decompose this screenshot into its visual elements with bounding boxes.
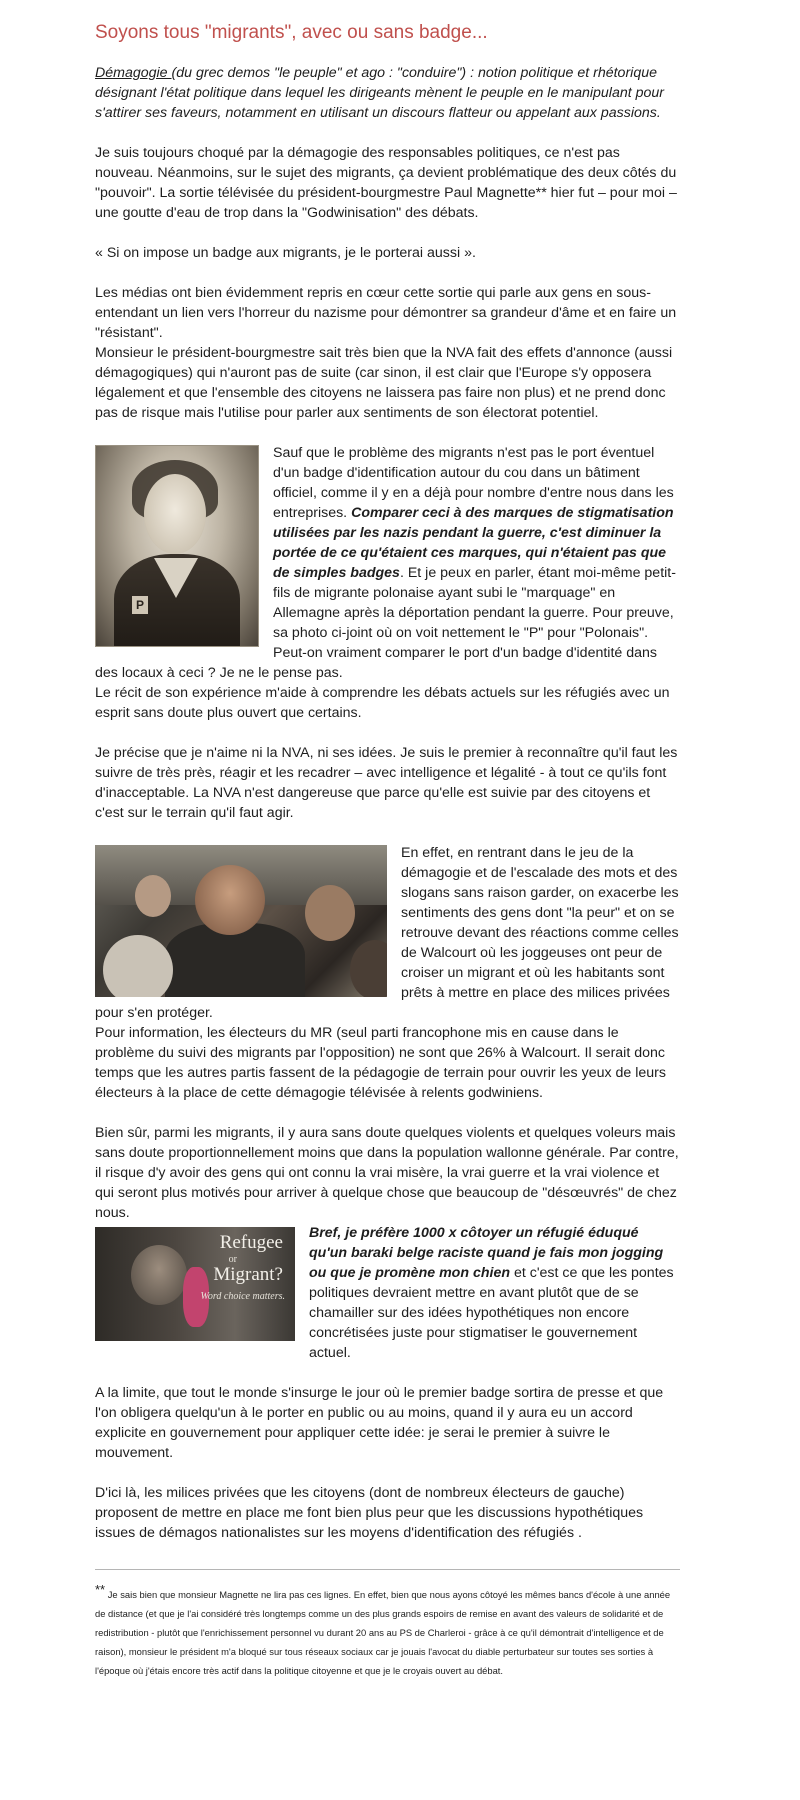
paragraph-9: A la limite, que tout le monde s'insurge le jour où le premier badge sortira de presse et que l'on obligera quelqu'un à le porter en public ou au moins, quand il y aura eu un accord explicite en gouvernement pour appliquer cette idée: je serai le premier à suivre le mouvement. — [95, 1385, 664, 1461]
photo-face — [144, 474, 206, 554]
photo-person — [305, 885, 355, 941]
section-grandmother — [95, 443, 680, 723]
paragraph-2a: Les médias ont bien évidemment repris en cœur cette sortie qui parle aux gens en sous-entendant un lien vers l'horreur du nazisme pour démontrer sa grandeur d'âme et en faire un "résistant". — [95, 285, 677, 341]
photo-person — [135, 875, 171, 917]
section-refugee — [95, 1223, 680, 1363]
photo-man-face — [195, 865, 265, 935]
photo-mother — [131, 1245, 187, 1305]
paragraph-5: En effet, en rentrant dans le jeu de la démagogie et de l'escalade des mots et des slogans sans raison garder, on exacerbe les sentiments des gens dont "la peur" et on se retrouve devant des réactions comme celles de Walcourt où les joggeuses ont peur de croiser un migrant et où les habitants sont prêts à mettre en place des milices privées pour s'en protéger. — [95, 845, 679, 1021]
paragraph-3-part2: . Et je peux en parler, étant moi-même petit-fils de migrante polonaise ayant subi le "marquage" en Allemagne après la déportation pendant la guerre. Pour preuve, sa photo ci-joint où on voit nettement le "P" pour "Polonais". Peut-on vraiment comparer le port d'un badge d'identité dans des locaux à ceci ? Je ne le pense pas. — [95, 565, 676, 681]
paragraph-10: D'ici là, les milices privées que les citoyens (dont de nombreux électeurs de gauche) proposent de mettre en place me font bien plus peur que les discussions hypothétiques issues de démagos nationalistes sur les moyens d'identification des réfugiés . — [95, 1485, 644, 1541]
paragraph-6: Pour information, les électeurs du MR (seul parti francophone mis en cause dans le problème du suivi des migrants par l'opposition) ne sont que 26% à Walcourt. Il serait donc temps que les autres partis fassent de la pédagogie de terrain pour ouvrir les yeux de leurs électeurs à la place de cette démagogie télévisée à relents godwiniens. — [95, 1025, 666, 1101]
photo-person — [350, 940, 387, 997]
paragraph-1: Je suis toujours choqué par la démagogie des responsables politiques, ce n'est pas nouveau. Néanmoins, sur le sujet des migrants, ça devient problématique des deux côtés du "pouvoir". La sortie télévisée du président-bourgmestre Paul Magnette** hier fut – pour moi – une goutte d'eau de trop dans la "Godwinisation" des débats. — [95, 145, 677, 221]
footnote — [95, 1580, 680, 1680]
paragraph-3-emphasis: Comparer ceci à des marques de stigmatisation utilisées par les nazis pendant la guerre, c'est diminuer la portée de ce qu'étaient ces marques, qui n'étaient pas que de simples badges — [273, 505, 674, 581]
image-text-refugee: Refugee — [219, 1232, 283, 1253]
paragraph-3-part3: Le récit de son expérience m'aide à comprendre les débats actuels sur les réfugiés avec un esprit sans doute plus ouvert que certains. — [95, 685, 670, 721]
paragraph-3-part1: Sauf que le problème des migrants n'est pas le port éventuel d'un badge d'identification autour du cou dans un bâtiment officiel, comme il y en a déjà pour nombre d'entre nous dans les entreprises. — [273, 445, 674, 521]
footnote-marker: ** — [95, 1582, 106, 1597]
intro-definition-text: (du grec demos "le peuple" et ago : "conduire") : notion politique et rhétorique désignant l'état politique dans lequel les dirigeants mènent le peuple en le manipulant pour s'attirer ses faveurs, notamment en utilisant un discours flatteur ou appelant aux passions. — [95, 65, 665, 121]
image-text-migrant: Migrant? — [213, 1264, 283, 1285]
footnote-text: Je sais bien que monsieur Magnette ne lira pas ces lignes. En effet, bien que nous ayons côtoyé les mêmes bancs d'école à une année de distance (et que je l'ai considéré très longtemps comme un des plus grands espoirs de remise en avant des valeurs de solidarité et de redistribution - plutôt que l'enrichissement personnel vu durant 20 ans au PS de Charleroi - grâce à ce qu'il démontrait d'intelligence et de raison), monsieur le président m'a bloqué sur tous réseaux sociaux car je jouais l'avocat du diable perturbateur sur toutes ses sorties à l'époque où j'étais encore très actif dans la politique citoyenne et que je le croyais ouvert au débat. — [95, 1589, 671, 1677]
crowd-photo — [95, 845, 387, 997]
photo-person — [103, 935, 173, 997]
intro-definition — [95, 63, 680, 123]
paragraph-8-emphasis: Bref, je préfère 1000 x côtoyer un réfugié éduqué qu'un baraki belge raciste quand je fais mon jogging ou que je promène mon chien — [309, 1225, 664, 1281]
footnote-divider — [95, 1569, 680, 1570]
section-walcourt — [95, 843, 680, 1103]
refugee-migrant-image — [95, 1227, 295, 1341]
image-text-word-choice: Word choice matters. — [200, 1291, 285, 1302]
photo-p-badge: P — [132, 596, 148, 614]
image-text-or: or — [228, 1254, 237, 1265]
paragraph-8-rest: et c'est ce que les pontes politiques devraient mettre en avant plutôt que de se chamailler sur des idées hypothétiques non encore concrétisées juste pour stigmatiser le gouvernement actuel. — [309, 1265, 674, 1361]
grandmother-photo — [95, 445, 259, 647]
paragraph-2 — [95, 283, 680, 423]
paragraph-7: Bien sûr, parmi les migrants, il y aura sans doute quelques violents et quelques voleurs mais sans doute proportionnellement moins que dans la population wallonne générale. Par contre, il risque d'y avoir des gens qui ont connu la vrai misère, la vrai guerre et la vrai violence et qui seront plus motivés pour arriver à quelque chose que beaucoup de "désœuvrés" de chez nous. — [95, 1125, 679, 1221]
article-title: Soyons tous "migrants", avec ou sans badge... — [95, 22, 488, 43]
article — [95, 0, 680, 1680]
magnette-quote: « Si on impose un badge aux migrants, je le porterai aussi ». — [95, 245, 476, 261]
intro-term: Démagogie — [95, 65, 172, 81]
paragraph-4: Je précise que je n'aime ni la NVA, ni ses idées. Je suis le premier à reconnaître qu'il faut les suivre de très près, réagir et les recadrer – avec intelligence et légalité - à tout ce qu'ils font d'inacceptable. La NVA n'est dangereuse que parce qu'elle est suivie par des citoyens et c'est sur le terrain qu'il faut agir. — [95, 745, 678, 821]
paragraph-2b: Monsieur le président-bourgmestre sait très bien que la NVA fait des effets d'annonce (aussi démagogiques) qui n'auront pas de suite (car sinon, il est clair que l'Europe s'y opposera légalement et que l'ensemble des citoyens ne laissera pas faire non plus) et ne prend donc pas de risque mais l'utilise pour parler aux sentiments de son électorat potentiel. — [95, 345, 673, 421]
